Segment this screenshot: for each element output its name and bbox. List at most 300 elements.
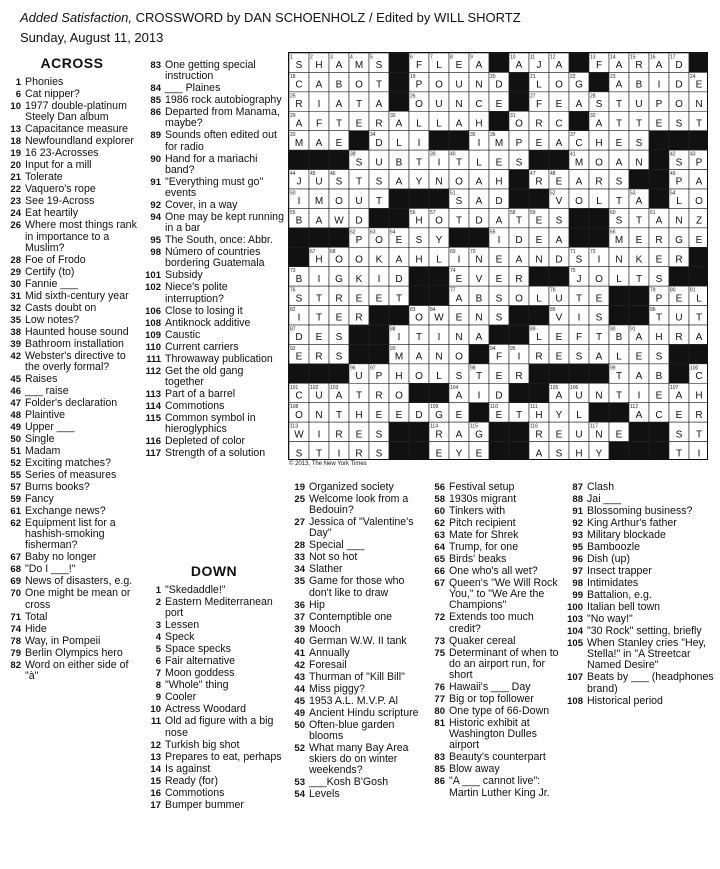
across-clue-23 (4, 196, 140, 207)
cell-letter: S (335, 332, 343, 344)
across-clue-95 (144, 235, 284, 246)
clue-text: "No way!" (587, 613, 633, 625)
cell-letter: N (435, 351, 443, 363)
cell-letter: C (555, 118, 563, 130)
black-square (409, 286, 429, 305)
cell-letter: D (355, 215, 363, 227)
clue-number: 92 (572, 518, 583, 529)
clue-text: Is against (165, 762, 211, 775)
clue-text: Quaker cereal (449, 634, 516, 647)
cell-number: 12 (550, 54, 556, 61)
clue-text: Pitch recipient (449, 517, 516, 529)
cell-letter: J (536, 60, 542, 72)
cell-letter: A (455, 429, 463, 441)
cell-letter: D (555, 254, 563, 266)
across-clue-114 (144, 401, 284, 412)
black-square (629, 442, 649, 460)
cell-letter: F (495, 351, 503, 363)
black-square (649, 150, 669, 169)
cell-letter: E (495, 99, 503, 111)
across-clue-78 (4, 636, 140, 647)
clue-text: Organized society (309, 481, 394, 493)
cell-letter: E (375, 409, 383, 421)
across-clue-74 (4, 624, 140, 635)
cell-letter: T (675, 448, 683, 460)
cell-letter: E (355, 429, 363, 441)
across-clue-35 (4, 315, 140, 326)
clue-number: 6 (15, 89, 21, 101)
clue-text: Total (25, 610, 48, 623)
across-clue-85 (144, 95, 284, 106)
cell-letter: A (555, 390, 563, 402)
cell-letter: A (415, 351, 423, 363)
cell-letter: A (575, 99, 583, 111)
cell-number: 19 (410, 73, 416, 80)
cell-letter: N (455, 332, 463, 344)
cell-letter: R (675, 332, 683, 344)
cell-letter: R (355, 448, 363, 460)
clue-text: Way, in Pompeii (25, 634, 101, 647)
cell-number: 22 (570, 73, 576, 80)
cell-letter: E (355, 118, 363, 130)
across-column-1 (4, 52, 140, 683)
clue-number: 113 (145, 388, 161, 400)
clue-number: 100 (567, 602, 583, 613)
black-square (649, 442, 669, 460)
cell-letter: E (615, 137, 623, 149)
cell-letter: O (515, 293, 523, 305)
cell-number: 97 (370, 365, 376, 372)
cell-letter: R (515, 371, 523, 383)
cell-letter: D (675, 60, 683, 72)
across-clue-42 (4, 351, 140, 373)
clue-text: Birds' beaks (449, 553, 507, 565)
across-clue-116 (144, 436, 284, 447)
cell-number: 26 (410, 93, 416, 100)
cell-letter: O (415, 99, 423, 111)
cell-letter: T (415, 157, 423, 169)
clue-text: Newfoundland explorer (25, 135, 134, 148)
cell-number: 39 (430, 151, 436, 158)
cell-letter: A (515, 254, 523, 266)
clue-number: 17 (150, 799, 161, 811)
black-square (509, 442, 529, 460)
cell-letter: A (375, 99, 383, 111)
cell-number: 117 (590, 423, 598, 430)
black-square (529, 189, 549, 208)
cell-letter: I (517, 351, 521, 363)
cell-letter: E (555, 332, 563, 344)
cell-number: 14 (610, 54, 616, 61)
down-clue-107 (566, 672, 716, 694)
clue-text: Bamboozle (587, 541, 640, 553)
clue-number: 91 (150, 176, 161, 188)
cell-letter: U (575, 390, 583, 402)
cell-number: 25 (290, 93, 296, 100)
cell-letter: R (515, 273, 523, 285)
black-square (509, 422, 529, 441)
clue-number: 107 (567, 672, 583, 684)
cell-letter: H (415, 215, 423, 227)
cell-letter: O (335, 254, 343, 266)
cell-letter: M (394, 351, 404, 363)
cell-number: 105 (550, 384, 559, 391)
cell-letter: A (315, 79, 323, 91)
down-clue-7 (144, 668, 284, 679)
clue-number: 82 (10, 659, 21, 671)
cell-letter: H (475, 118, 483, 130)
cell-letter: O (355, 254, 363, 266)
cell-letter: I (697, 448, 701, 460)
clue-text: Turkish big shot (165, 738, 240, 751)
cell-letter: B (635, 79, 643, 91)
cell-letter: L (616, 351, 622, 363)
clue-number: 77 (434, 694, 445, 706)
cell-number: 10 (510, 54, 516, 61)
clue-text: Clash (587, 481, 615, 493)
clue-number: 108 (567, 695, 583, 707)
cell-letter: U (315, 390, 323, 402)
down-clue-100 (566, 602, 716, 613)
cell-letter: S (655, 351, 663, 363)
black-square (409, 422, 429, 441)
cell-number: 100 (690, 365, 699, 372)
clue-number: 86 (434, 776, 445, 788)
clue-number: 102 (145, 282, 161, 294)
cell-letter: D (495, 79, 503, 91)
down-clue-97 (566, 566, 716, 577)
cell-letter: P (355, 235, 363, 247)
cell-letter: A (395, 254, 403, 266)
clue-text: Throwaway publication (165, 352, 273, 365)
cell-letter: T (695, 312, 703, 324)
cell-letter: N (595, 390, 603, 402)
clue-number: 42 (10, 350, 21, 362)
clue-text: Determinant of when to do an airport run, for short (449, 646, 559, 682)
cell-number: 38 (350, 151, 356, 158)
cell-letter: R (335, 429, 343, 441)
across-clue-92 (144, 200, 284, 211)
clue-text: Space specks (165, 643, 231, 656)
cell-letter: T (575, 293, 583, 305)
down-clue-35 (288, 576, 424, 598)
clue-number: 117 (145, 448, 161, 460)
cell-letter: N (435, 176, 443, 188)
cell-letter: A (455, 293, 463, 305)
cell-letter: K (635, 254, 643, 266)
clue-number: 31 (10, 290, 21, 302)
cell-letter: O (515, 118, 523, 130)
cell-letter: S (335, 176, 343, 188)
black-square (449, 228, 469, 247)
cell-letter: T (635, 273, 643, 285)
clue-text: Prepares to eat, perhaps (165, 750, 282, 763)
cell-letter: O (295, 409, 303, 421)
clue-number: 94 (150, 212, 161, 224)
clue-text: Military blockade (587, 529, 666, 541)
cell-number: 69 (450, 248, 456, 255)
clue-text: Get the old gang together (165, 364, 244, 388)
down-clue-88 (566, 494, 716, 505)
cell-letter: L (576, 409, 582, 421)
black-square (509, 325, 529, 344)
cell-number: 56 (410, 209, 416, 216)
clue-number: 25 (294, 494, 305, 505)
clue-text: Queen's "We Will Rock You," to "We Are the Champions" (449, 577, 558, 612)
clue-text: Beats by ___ (headphones brand) (587, 671, 714, 695)
clue-text: Hawaii's ___ Day (449, 681, 531, 694)
cell-number: 76 (290, 287, 296, 294)
cell-letter: O (355, 79, 363, 91)
clue-text: Sounds often edited out for radio (165, 129, 277, 153)
cell-letter: G (475, 429, 483, 441)
cell-letter: B (395, 157, 403, 169)
clue-text: Festival setup (449, 481, 515, 493)
clue-number: 44 (294, 683, 305, 695)
down-clue-49 (288, 708, 424, 719)
black-square (509, 306, 529, 325)
cell-number: 64 (390, 229, 396, 236)
clue-number: 106 (145, 305, 161, 317)
across-clue-51 (4, 446, 140, 457)
cell-letter: S (675, 118, 683, 130)
across-clue-70 (4, 588, 140, 610)
clue-number: 114 (145, 400, 161, 412)
clue-text: Lessen (165, 619, 200, 632)
clue-text: When Stanley cries "Hey, Stella!" in "A Streetcar Named Desire" (587, 637, 706, 672)
cell-letter: C (295, 390, 303, 402)
cell-letter: L (436, 371, 442, 383)
clue-number: 55 (10, 470, 21, 482)
cell-letter: W (294, 429, 304, 441)
clue-text: Often-blue garden blooms (309, 718, 395, 742)
across-clue-39 (4, 339, 140, 350)
cell-letter: J (296, 176, 302, 188)
clue-number: 11 (150, 716, 161, 728)
cell-number: 98 (470, 365, 476, 372)
clue-number: 28 (10, 254, 21, 266)
across-clue-6 (4, 89, 140, 100)
cell-number: 70 (470, 248, 476, 255)
across-clue-19 (4, 148, 140, 159)
cell-number: 75 (570, 268, 576, 275)
down-clue-76 (428, 682, 562, 693)
black-square (389, 442, 409, 460)
cell-number: 77 (450, 287, 456, 294)
black-square (349, 325, 369, 344)
down-clue-34 (288, 564, 424, 575)
down-clue-40 (288, 636, 424, 647)
cell-letter: E (295, 351, 303, 363)
cell-number: 106 (570, 384, 579, 391)
clue-text: Eat heartily (25, 207, 78, 220)
cell-letter: T (595, 332, 603, 344)
clue-number: 99 (572, 590, 583, 601)
clue-text: Berlin Olympics hero (25, 646, 123, 659)
down-clue-54 (288, 789, 424, 800)
down-clue-73 (428, 636, 562, 647)
clue-number: 63 (434, 530, 445, 541)
clue-number: 38 (10, 326, 21, 338)
cell-number: 27 (530, 93, 536, 100)
cell-letter: O (455, 351, 463, 363)
cell-letter: U (355, 371, 363, 383)
cell-letter: P (655, 99, 663, 111)
cell-letter: E (535, 137, 543, 149)
cell-letter: A (655, 215, 663, 227)
black-square (469, 344, 489, 363)
clue-text: Insect trapper (587, 565, 652, 577)
clue-text: Haunted house sound (25, 325, 129, 338)
cell-number: 33 (290, 132, 296, 139)
down-clue-44 (288, 684, 424, 695)
cell-letter: T (615, 390, 623, 402)
clue-number: 78 (10, 635, 21, 647)
black-square (289, 228, 309, 247)
clue-number: 12 (150, 739, 161, 751)
cell-letter: U (575, 429, 583, 441)
clue-number: 7 (155, 668, 161, 680)
cell-number: 66 (610, 229, 616, 236)
cell-letter: S (675, 429, 683, 441)
down-clue-99 (566, 590, 716, 601)
black-square (609, 306, 629, 325)
cell-letter: Z (695, 215, 703, 227)
across-clue-79 (4, 648, 140, 659)
black-square (409, 383, 429, 402)
down-clue-2 (144, 597, 284, 619)
clue-number: 88 (572, 494, 583, 505)
cell-number: 59 (530, 209, 536, 216)
cell-letter: L (536, 79, 542, 91)
cell-letter: E (655, 118, 663, 130)
clue-number: 39 (294, 623, 305, 635)
black-square (429, 286, 449, 305)
puzzle-date: Sunday, August 11, 2013 (20, 30, 164, 45)
black-square (489, 111, 509, 130)
cell-number: 37 (570, 132, 576, 139)
down-clue-15 (144, 776, 284, 787)
black-square (509, 92, 529, 111)
cell-letter: A (515, 60, 523, 72)
black-square (689, 267, 708, 286)
clue-number: 39 (10, 338, 21, 350)
clue-text: Intimidates (587, 577, 639, 589)
down-clue-14 (144, 764, 284, 775)
clue-text: Tolerate (25, 171, 63, 184)
cell-letter: O (415, 312, 423, 324)
clue-number: 56 (434, 482, 445, 493)
clue-number: 90 (150, 153, 161, 165)
cell-letter: E (395, 409, 403, 421)
crossword-grid (288, 52, 708, 460)
clue-text: Word on either side of "à" (25, 658, 129, 682)
cell-letter: B (295, 215, 303, 227)
down-clue-58 (428, 494, 562, 505)
clue-text: Cover, in a way (165, 199, 238, 212)
cell-letter: E (595, 293, 603, 305)
cell-letter: L (416, 118, 422, 130)
cell-number: 111 (530, 404, 538, 411)
cell-letter: A (575, 176, 583, 188)
clue-number: 62 (434, 518, 445, 529)
black-square (689, 344, 708, 363)
cell-letter: S (295, 60, 303, 72)
cell-letter: N (475, 79, 483, 91)
cell-number: 63 (370, 229, 376, 236)
clue-number: 49 (294, 707, 305, 719)
cell-letter: L (436, 60, 442, 72)
down-clue-66 (428, 566, 562, 577)
across-clue-57 (4, 482, 140, 493)
cell-number: 13 (590, 54, 596, 61)
cell-number: 44 (290, 171, 296, 178)
clue-text: Dish (up) (587, 553, 630, 565)
clue-text: 1977 double-platinum Steely Dan album (25, 100, 127, 124)
cell-number: 72 (590, 248, 596, 255)
clue-text: Eastern Mediterranean port (165, 596, 273, 620)
clue-number: 67 (434, 578, 445, 589)
across-clue-30 (4, 279, 140, 290)
cell-number: 109 (430, 404, 439, 411)
cell-letter: I (297, 312, 301, 324)
cell-number: 7 (430, 54, 433, 61)
cell-number: 31 (510, 112, 516, 119)
cell-letter: N (615, 254, 623, 266)
cell-letter: L (396, 137, 402, 149)
cell-letter: D (395, 273, 403, 285)
clue-text: Burns books? (25, 481, 90, 494)
cell-letter: T (355, 390, 363, 402)
cell-number: 35 (470, 132, 476, 139)
clue-text: Plaintive (25, 409, 66, 422)
cell-number: 96 (350, 365, 356, 372)
clue-number: 50 (10, 434, 21, 446)
cell-letter: S (615, 176, 623, 188)
cell-letter: R (675, 254, 683, 266)
clue-text: Subsidy (165, 269, 203, 282)
black-square (569, 208, 589, 227)
cell-letter: T (635, 118, 643, 130)
cell-letter: C (575, 137, 583, 149)
black-square (409, 267, 429, 286)
cell-letter: T (635, 215, 643, 227)
cell-number: 11 (530, 54, 536, 61)
clue-number: 5 (155, 644, 161, 656)
clue-text: Old ad figure with a big nose (165, 715, 274, 739)
black-square (389, 208, 409, 227)
clue-text: Miss piggy? (309, 682, 365, 695)
black-square (409, 442, 429, 460)
clue-number: 64 (434, 542, 445, 553)
across-clue-102 (144, 282, 284, 304)
black-square (429, 383, 449, 402)
clue-number: 3 (155, 620, 161, 632)
cell-letter: E (555, 176, 563, 188)
clue-text: Niece's polite interruption? (165, 281, 228, 305)
black-square (669, 267, 689, 286)
clue-number: 49 (10, 422, 21, 434)
cell-letter: H (315, 254, 323, 266)
cell-letter: T (655, 312, 663, 324)
across-clue-21 (4, 172, 140, 183)
clue-text: Single (25, 433, 55, 446)
cell-letter: T (615, 371, 623, 383)
cell-letter: I (297, 196, 301, 208)
cell-letter: K (375, 254, 383, 266)
cell-letter: A (455, 390, 463, 402)
black-square (529, 383, 549, 402)
